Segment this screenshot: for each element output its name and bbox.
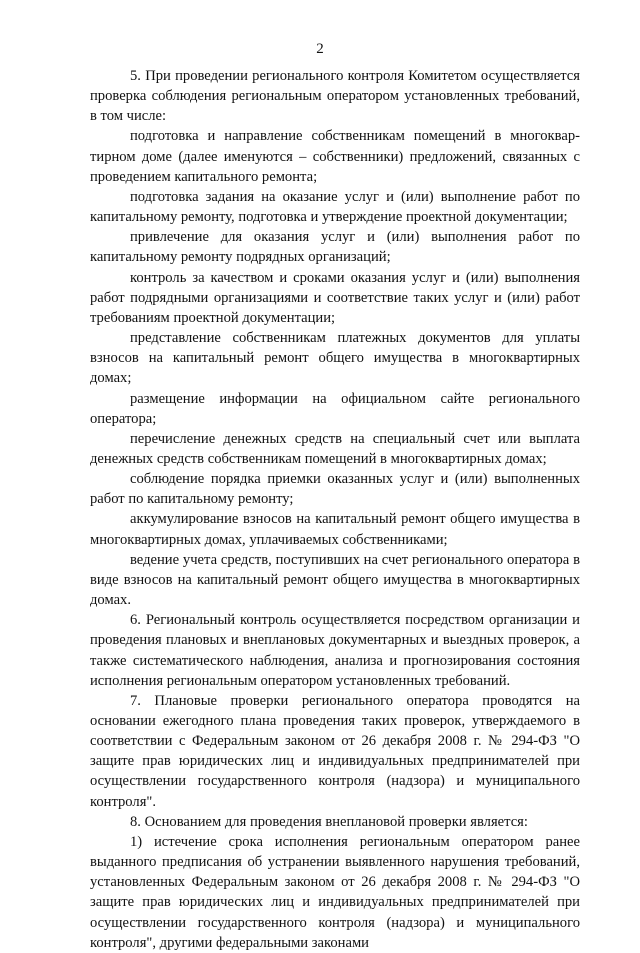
list-item-quality-control: контроль за качеством и сроками оказания услуг и (или) выполнения работ подрядными организациями и соответствие таких услуг и (или) работ требованиям проектной документации; — [90, 269, 580, 326]
list-item-accumulation: аккумулирование взносов на капитальный ремонт общего имущества в многоквартирных домах, уплачиваемых собственниками; — [90, 511, 580, 548]
paragraph-5-intro: 5. При проведении регионального контроля Комитетом осуществляется проверка соблюдения региональным оператором установленных требований, в том числе: — [90, 68, 580, 125]
paragraph-6: 6. Региональный контроль осуществляется посредством организации и проведения плановых и внеплановых документарных и выездных проверок, а также систематического наблюдения, анализа и прогнозирования состояния исполнения региональным оператором установленных требований. — [90, 612, 580, 689]
document-body — [90, 66, 580, 953]
paragraph-8: 8. Основанием для проведения внеплановой проверки является: — [130, 813, 528, 830]
list-item-contractors: привлечение для оказания услуг и (или) выполнения работ по капитальному ремонту подрядных организаций; — [90, 229, 580, 266]
paragraph-7: 7. Плановые проверки регионального оператора проводятся на основании ежегодного плана проведения таких проверок, утверждаемого в соответствии с Федеральным законом от 26 декабря 2008 г. № 294-ФЗ "О защите прав юридических лиц и индивидуальных предпринимателей при осуществлении государственного контроля (надзора) и муниципального контроля". — [90, 692, 580, 810]
list-item-fund-transfer: перечисление денежных средств на специальный счет или выплата денежных средств собственникам помещений в многоквартирных домах; — [90, 430, 580, 467]
paragraph-8-item-1: 1) истечение срока исполнения региональным оператором ранее выданного предписания об устранении выявленного нарушения требований, установленных Федеральным законом от 26 декабря 2008 г. № 294-ФЗ "О защите прав юридических лиц и индивидуальных предпринимателей при осуществлении государственного контроля (надзора) и муниципального контроля", другими федеральными законами — [90, 833, 580, 951]
list-item-acceptance: соблюдение порядка приемки оказанных услуг и (или) выполненных работ по капитальному ремонту; — [90, 471, 580, 508]
list-item-payment-documents: представление собственникам платежных документов для уплаты взносов на капитальный ремонт общего имущества в многоквартирных домах; — [90, 330, 580, 387]
page-number: 2 — [316, 41, 324, 57]
list-item-task-preparation: подготовка задания на оказание услуг и (или) выполнение работ по капитальному ремонту, подготовка и утверждение проектной документации; — [90, 188, 580, 226]
list-item-proposals: подготовка и направление собственникам помещений в многоквартирном доме (далее именуются – собственники) предложений, связанных с проведением капитального ремонта; — [90, 128, 580, 185]
list-item-website-info: размещение информации на официальном сайте регионального оператора; — [90, 390, 580, 427]
list-item-accounting: ведение учета средств, поступивших на счет регионального оператора в виде взносов на капитальный ремонт общего имущества в многоквартирных домах. — [90, 551, 580, 609]
